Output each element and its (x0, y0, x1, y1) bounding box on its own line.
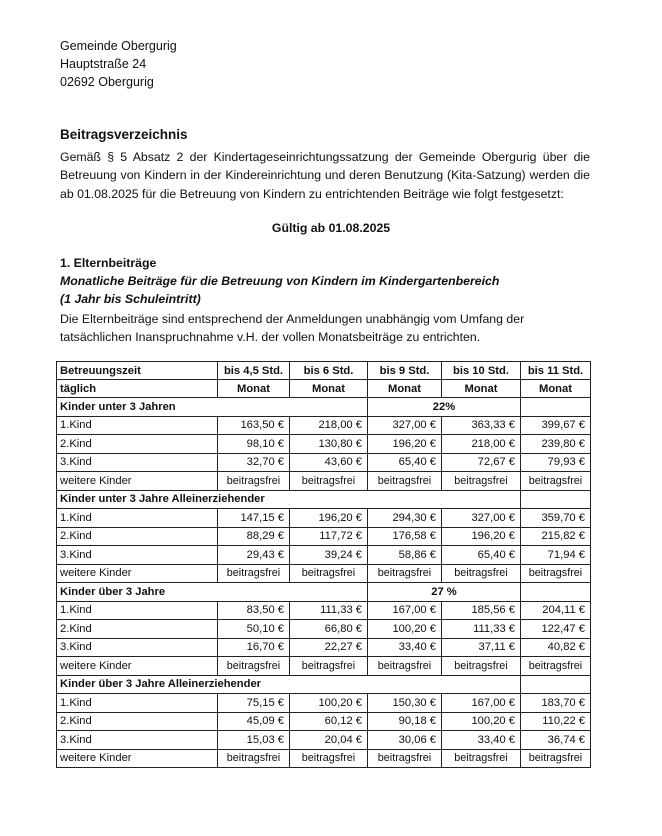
fee-cell: 218,00 € (442, 435, 521, 454)
fee-cell: beitragsfrei (368, 657, 442, 676)
fee-cell: 122,47 € (521, 620, 591, 639)
fee-table (56, 361, 591, 768)
fee-cell: 22,27 € (290, 638, 368, 657)
address-line-street: Hauptstraße 24 (60, 57, 147, 71)
table-row (57, 546, 591, 565)
fee-cell: 147,15 € (218, 509, 290, 528)
header-hours: bis 4,5 Std. (218, 362, 290, 380)
document-title: Beitragsverzeichnis (60, 127, 188, 142)
child-rank-label: 2.Kind (57, 620, 218, 639)
header-hours: bis 10 Std. (442, 362, 521, 380)
fee-cell: 72,67 € (442, 453, 521, 472)
fee-cell: 176,58 € (368, 527, 442, 546)
fee-cell: beitragsfrei (218, 749, 290, 768)
fee-cell: 66,80 € (290, 620, 368, 639)
header-daily: täglich (57, 380, 218, 398)
fee-cell: 58,86 € (368, 546, 442, 565)
empty-cell (521, 398, 591, 417)
child-rank-label: 3.Kind (57, 453, 218, 472)
fee-cell: 111,33 € (442, 620, 521, 639)
fee-cell: beitragsfrei (521, 657, 591, 676)
fee-cell: 327,00 € (368, 416, 442, 435)
child-rank-label: weitere Kinder (57, 749, 218, 768)
table-row (57, 620, 591, 639)
fee-cell: 196,20 € (442, 527, 521, 546)
table-row (57, 731, 591, 750)
fee-cell: beitragsfrei (521, 564, 591, 583)
fee-cell: 117,72 € (290, 527, 368, 546)
fee-cell: 33,40 € (442, 731, 521, 750)
fee-cell: 163,50 € (218, 416, 290, 435)
child-rank-label: weitere Kinder (57, 472, 218, 491)
header-hours: bis 11 Std. (521, 362, 591, 380)
fee-cell: 83,50 € (218, 601, 290, 620)
fee-cell: 196,20 € (290, 509, 368, 528)
fee-cell: 183,70 € (521, 694, 591, 713)
group-header-row (57, 398, 591, 417)
fee-cell: 60,12 € (290, 712, 368, 731)
fee-cell: 43,60 € (290, 453, 368, 472)
fee-cell: 65,40 € (442, 546, 521, 565)
fee-cell: beitragsfrei (368, 472, 442, 491)
fee-cell: beitragsfrei (218, 472, 290, 491)
header-period: Monat (218, 380, 290, 398)
fee-cell: beitragsfrei (521, 472, 591, 491)
fee-cell: beitragsfrei (290, 749, 368, 768)
fee-cell: beitragsfrei (368, 749, 442, 768)
fee-cell: 39,24 € (290, 546, 368, 565)
fee-cell: 65,40 € (368, 453, 442, 472)
table-row (57, 712, 591, 731)
child-rank-label: 3.Kind (57, 638, 218, 657)
sender-address (60, 37, 177, 91)
fee-cell: 110,22 € (521, 712, 591, 731)
fee-cell: 327,00 € (442, 509, 521, 528)
child-rank-label: 1.Kind (57, 509, 218, 528)
fee-cell: 37,11 € (442, 638, 521, 657)
address-line-city: 02692 Obergurig (60, 75, 154, 89)
table-row (57, 749, 591, 768)
fee-cell: 15,03 € (218, 731, 290, 750)
fee-cell: beitragsfrei (290, 564, 368, 583)
fee-cell: 150,30 € (368, 694, 442, 713)
address-line-municipality: Gemeinde Obergurig (60, 39, 177, 53)
fee-cell: 363,33 € (442, 416, 521, 435)
empty-cell (521, 583, 591, 602)
header-period: Monat (521, 380, 591, 398)
fee-cell: 30,06 € (368, 731, 442, 750)
intro-paragraph: Gemäß § 5 Absatz 2 der Kindertageseinrichtungssatzung der Gemeinde Obergurig über die Betreuung von Kindern in der Kindereinrichtung und deren Benutzung (Kita-Satzung) werden die ab 01.08.2025 für die Betreuung von Kindern zu entrichtenden Beiträge wie folgt festgesetzt: (60, 150, 590, 201)
child-rank-label: 3.Kind (57, 731, 218, 750)
fee-cell: 29,43 € (218, 546, 290, 565)
table-row (57, 527, 591, 546)
fee-cell: 79,93 € (521, 453, 591, 472)
fee-cell: beitragsfrei (521, 749, 591, 768)
child-rank-label: 3.Kind (57, 546, 218, 565)
header-period: Monat (442, 380, 521, 398)
fee-cell: beitragsfrei (290, 472, 368, 491)
child-rank-label: 1.Kind (57, 601, 218, 620)
fee-cell: beitragsfrei (290, 657, 368, 676)
group-title: Kinder über 3 Jahre (57, 583, 368, 602)
fee-cell: beitragsfrei (442, 564, 521, 583)
fee-cell: 204,11 € (521, 601, 591, 620)
group-title: Kinder unter 3 Jahren (57, 398, 368, 417)
child-rank-label: 2.Kind (57, 435, 218, 454)
validity-date: Gültig ab 01.08.2025 (271, 221, 391, 235)
fee-cell: 399,67 € (521, 416, 591, 435)
fee-cell: 185,56 € (442, 601, 521, 620)
fee-cell: 88,29 € (218, 527, 290, 546)
fee-cell: beitragsfrei (442, 749, 521, 768)
fee-cell: 294,30 € (368, 509, 442, 528)
group-header-row (57, 583, 591, 602)
empty-cell (521, 675, 591, 694)
table-row (57, 453, 591, 472)
group-percentage: 22% (368, 398, 521, 417)
empty-cell (521, 490, 591, 509)
fee-cell: 130,80 € (290, 435, 368, 454)
fee-cell: 32,70 € (218, 453, 290, 472)
group-percentage: 27 % (368, 583, 521, 602)
header-hours: bis 6 Std. (290, 362, 368, 380)
child-rank-label: 1.Kind (57, 416, 218, 435)
fee-cell: beitragsfrei (442, 657, 521, 676)
fee-cell: 218,00 € (290, 416, 368, 435)
fee-cell: 98,10 € (218, 435, 290, 454)
group-header-row (57, 490, 591, 509)
section-heading: 1. Elternbeiträge (60, 256, 157, 270)
table-header-row (57, 362, 591, 380)
header-hours: bis 9 Std. (368, 362, 442, 380)
fee-cell: 100,20 € (442, 712, 521, 731)
table-row (57, 601, 591, 620)
fee-cell: 359,70 € (521, 509, 591, 528)
section-subtitle-age-range: (1 Jahr bis Schuleintritt) (60, 292, 201, 306)
fee-cell: 71,94 € (521, 546, 591, 565)
table-row (57, 416, 591, 435)
fee-cell: 111,33 € (290, 601, 368, 620)
table-row (57, 564, 591, 583)
fee-cell: 20,04 € (290, 731, 368, 750)
fee-cell: 167,00 € (442, 694, 521, 713)
table-row (57, 638, 591, 657)
section-subtitle: Monatliche Beiträge für die Betreuung von Kindern im Kindergartenbereich (60, 274, 500, 288)
table-row (57, 694, 591, 713)
table-row (57, 509, 591, 528)
fee-cell: 100,20 € (290, 694, 368, 713)
group-title: Kinder unter 3 Jahre Alleinerziehender (57, 490, 521, 509)
table-header-row (57, 380, 591, 398)
fee-cell: 75,15 € (218, 694, 290, 713)
fee-cell: 196,20 € (368, 435, 442, 454)
header-care-time: Betreuungszeit (57, 362, 218, 380)
fee-cell: 167,00 € (368, 601, 442, 620)
fee-cell: 215,82 € (521, 527, 591, 546)
fee-cell: 90,18 € (368, 712, 442, 731)
fee-cell: 50,10 € (218, 620, 290, 639)
fee-cell: beitragsfrei (442, 472, 521, 491)
table-row (57, 435, 591, 454)
header-period: Monat (368, 380, 442, 398)
fee-table-body (57, 362, 591, 768)
fee-cell: 239,80 € (521, 435, 591, 454)
fee-cell: 40,82 € (521, 638, 591, 657)
table-row (57, 472, 591, 491)
fee-cell: beitragsfrei (368, 564, 442, 583)
table-row (57, 657, 591, 676)
fee-note-paragraph: Die Elternbeiträge sind entsprechend der Anmeldungen unabhängig vom Umfang der tatsächlichen Inanspruchnahme v.H. der vollen Monatsbeiträge zu entrichten. (60, 312, 525, 345)
fee-cell: beitragsfrei (218, 564, 290, 583)
child-rank-label: weitere Kinder (57, 657, 218, 676)
group-title: Kinder über 3 Jahre Alleinerziehender (57, 675, 521, 694)
fee-cell: 100,20 € (368, 620, 442, 639)
child-rank-label: weitere Kinder (57, 564, 218, 583)
fee-cell: 33,40 € (368, 638, 442, 657)
child-rank-label: 2.Kind (57, 712, 218, 731)
group-header-row (57, 675, 591, 694)
header-period: Monat (290, 380, 368, 398)
fee-cell: 45,09 € (218, 712, 290, 731)
child-rank-label: 2.Kind (57, 527, 218, 546)
fee-cell: beitragsfrei (218, 657, 290, 676)
fee-cell: 16,70 € (218, 638, 290, 657)
fee-cell: 36,74 € (521, 731, 591, 750)
child-rank-label: 1.Kind (57, 694, 218, 713)
